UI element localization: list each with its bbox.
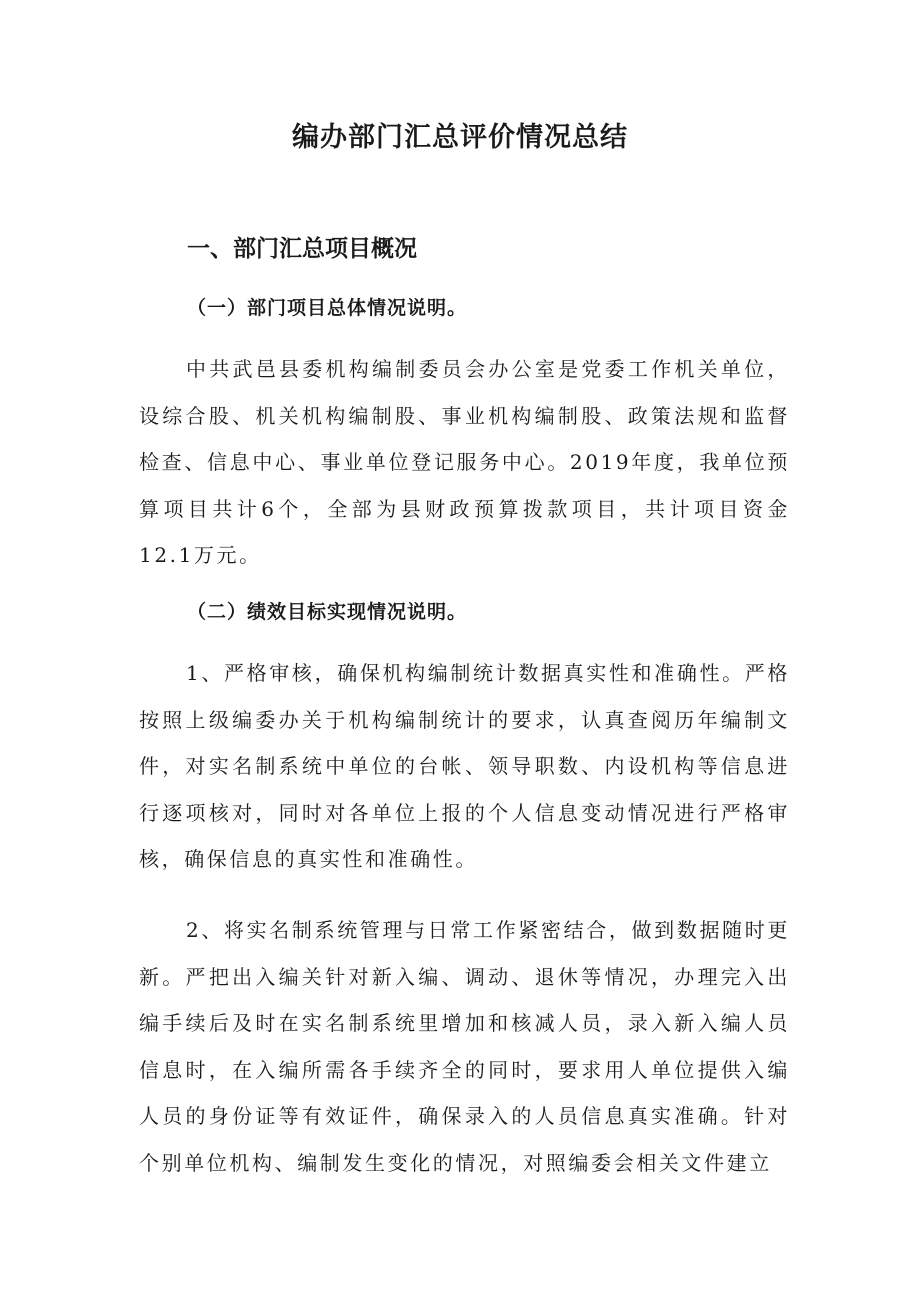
- section-heading-overview: 一、部门汇总项目概况: [187, 236, 417, 262]
- document-title: 编办部门汇总评价情况总结: [292, 122, 628, 153]
- paragraph-office-description: 中共武邑县委机构编制委员会办公室是党委工作机关单位，设综合股、机关机构编制股、事业机构编制股、政策法规和监督检查、信息中心、事业单位登记服务中心。2019年度，我单位预算项目共计6个，全部为县财政预算拨款项目，共计项目资金12.1万元。: [139, 357, 790, 567]
- subheading-project-overview: （一）部门项目总体情况说明。: [187, 297, 468, 319]
- subheading-performance-goals: （二）绩效目标实现情况说明。: [187, 601, 468, 623]
- paragraph-item-2-realname-system: 2、将实名制系统管理与日常工作紧密结合，做到数据随时更新。严把出入编关针对新入编、调动、退休等情况，办理完入出编手续后及时在实名制系统里增加和核减人员，录入新入编人员信息时，在入编所需各手续齐全的同时，要求用人单位提供入编人员的身份证等有效证件，确保录入的人员信息真实准确。针对个别单位机构、编制发生变化的情况，对照编委会相关文件建立: [139, 918, 790, 1175]
- paragraph-item-1-strict-review: 1、严格审核，确保机构编制统计数据真实性和准确性。严格按照上级编委办关于机构编制统计的要求，认真查阅历年编制文件，对实名制系统中单位的台帐、领导职数、内设机构等信息进行逐项核对，同时对各单位上报的个人信息变动情况进行严格审核，确保信息的真实性和准确性。: [139, 661, 790, 871]
